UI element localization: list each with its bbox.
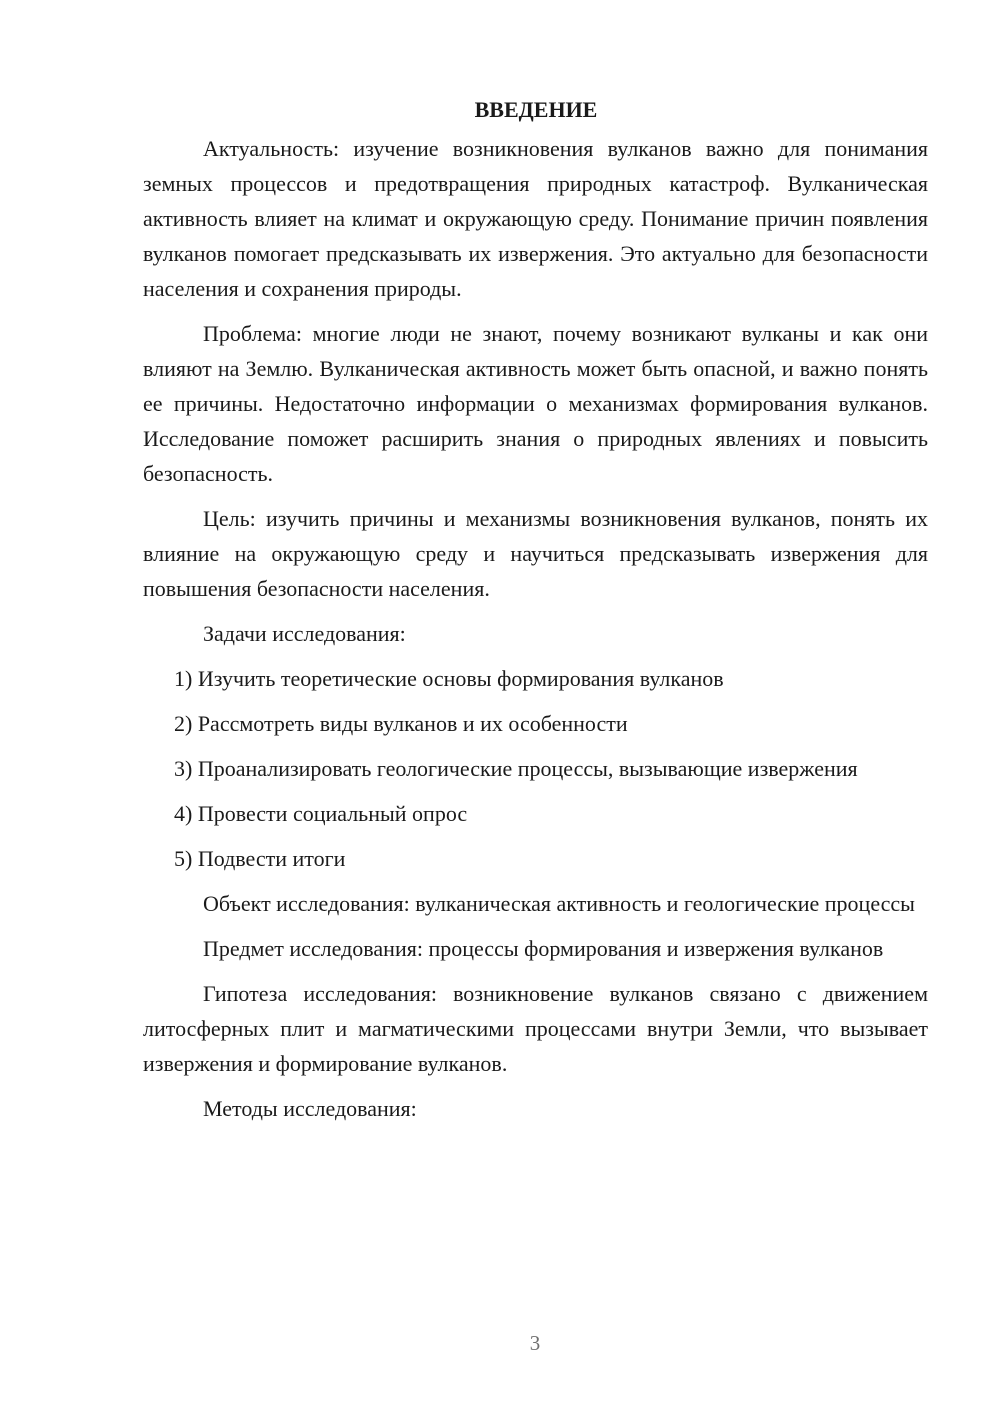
object-paragraph: Объект исследования: вулканическая активность и геологические процессы [203, 891, 915, 916]
task-item-4: 4) Провести социальный опрос [174, 801, 468, 826]
relevance-paragraph: Актуальность: изучение возникновения вулканов важно для понимания земных процессов и предотвращения природных катастроф. Вулканическая активность влияет на климат и окружающую среду. Понимание причин появления вулканов помогает предсказывать их извержения. Это актуально для безопасности населения и сохранения природы. [143, 136, 928, 301]
task-item-3: 3) Проанализировать геологические процессы, вызывающие извержения [174, 756, 858, 781]
section-title: ВВЕДЕНИЕ [474, 97, 598, 122]
task-item-2: 2) Рассмотреть виды вулканов и их особенности [174, 711, 628, 736]
goal-paragraph: Цель: изучить причины и механизмы возникновения вулканов, понять их влияние на окружающую среду и научиться предсказывать извержения для повышения безопасности населения. [143, 506, 928, 601]
methods-heading: Методы исследования: [203, 1096, 417, 1121]
task-item-1: 1) Изучить теоретические основы формирования вулканов [174, 666, 724, 691]
tasks-heading: Задачи исследования: [203, 621, 406, 646]
document-page [143, 92, 928, 1136]
hypothesis-paragraph: Гипотеза исследования: возникновение вулканов связано с движением литосферных плит и магматическими процессами внутри Земли, что вызывает извержения и формирование вулканов. [143, 981, 928, 1076]
subject-paragraph: Предмет исследования: процессы формирования и извержения вулканов [203, 936, 884, 961]
problem-paragraph: Проблема: многие люди не знают, почему возникают вулканы и как они влияют на Землю. Вулканическая активность может быть опасной, и важно понять ее причины. Недостаточно информации о механизмах формирования вулканов. Исследование поможет расширить знания о природных явлениях и повысить безопасность. [143, 321, 928, 486]
page-number: 3 [529, 1331, 541, 1355]
task-item-5: 5) Подвести итоги [174, 846, 346, 871]
